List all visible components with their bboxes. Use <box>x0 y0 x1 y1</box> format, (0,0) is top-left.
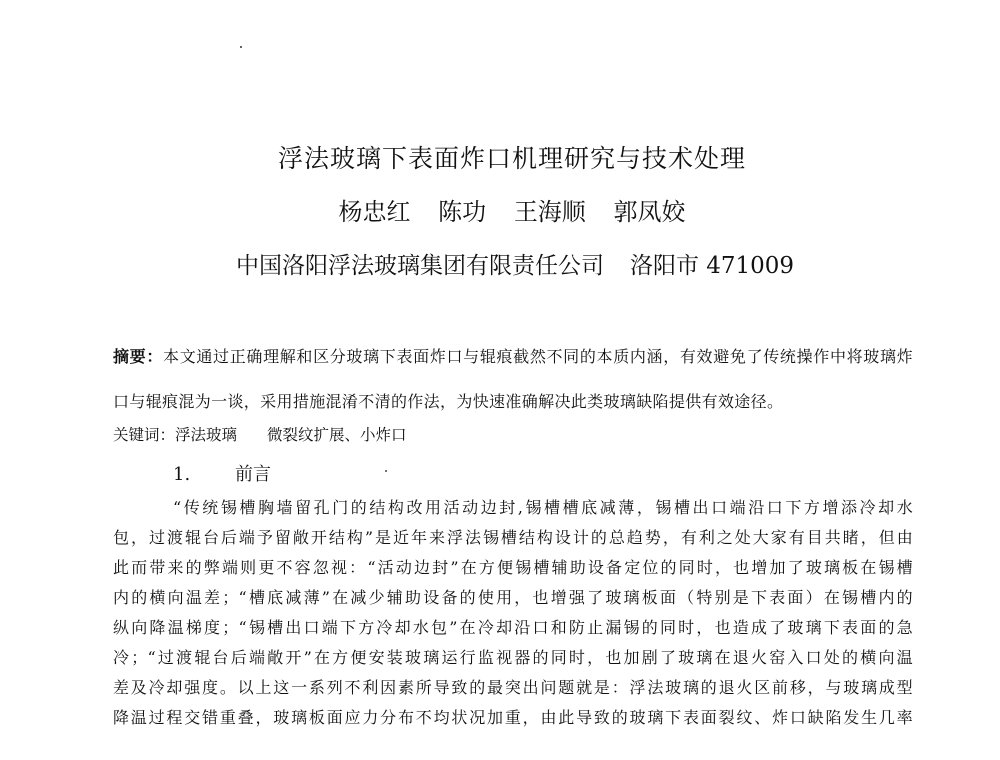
body-line: 此而带来的弊端则更不容忽视：“活动边封”在方便锡槽辅助设备定位的同时，也增加了玻璃板在锡槽 <box>113 558 913 577</box>
body-line: “传统锡槽胸墙留孔门的结构改用活动边封,锡槽槽底减薄，锡槽出口端沿口下方增添冷却水 <box>173 498 913 517</box>
author-name: 陈功 <box>438 198 487 226</box>
paper-title: 浮法玻璃下表面炸口机理研究与技术处理 <box>277 144 746 173</box>
section-number: 1. <box>173 464 191 485</box>
abstract-text: 本文通过正确理解和区分玻璃下表面炸口与辊痕截然不同的本质内涵，有效避免了传统操作中将玻璃炸口与辊痕混为一谈，采用措施混淆不清的作法，为快速准确解决此类玻璃缺陷提供有效途径。 <box>113 347 913 411</box>
section-heading <box>173 460 271 486</box>
keywords <box>113 423 407 445</box>
abstract <box>113 334 913 424</box>
author-list <box>0 192 1000 227</box>
scan-speck <box>385 470 387 472</box>
body-line: 降温过程交错重叠，玻璃板面应力分布不均状况加重，由此导致的玻璃下表面裂纹、炸口缺陷发生几率 <box>113 708 913 727</box>
body-line: 差及冷却强度。以上这一系列不利因素所导致的最突出问题就是：浮法玻璃的退火区前移，与玻璃成型 <box>113 678 913 697</box>
body-line: 内的横向温差；“槽底减薄”在减少辅助设备的使用，也增强了玻璃板面（特别是下表面）在锡槽内的 <box>113 588 913 607</box>
body-line: 纵向降温梯度；“锡槽出口端下方冷却水包”在冷却沿口和防止漏锡的同时，也造成了玻璃下表面的急 <box>113 618 913 637</box>
keyword-item: 浮法玻璃 <box>175 426 238 444</box>
author-name: 郭凤姣 <box>613 198 686 226</box>
scan-speck <box>240 46 242 48</box>
keywords-label: 关键词： <box>113 426 176 444</box>
author-name: 王海顺 <box>513 198 586 226</box>
author-name: 杨忠红 <box>338 198 411 226</box>
keyword-item: 微裂纹扩展、小炸口 <box>267 426 407 444</box>
body-text <box>113 493 913 733</box>
affiliation <box>0 247 1000 280</box>
body-line: 包，过渡辊台后端予留敞开结构”是近年来浮法锡槽结构设计的总趋势，有利之处大家有目共睹，但由 <box>113 528 913 547</box>
affiliation-city-zip: 洛阳市 471009 <box>629 253 795 279</box>
body-line: 冷；“过渡辊台后端敞开”在方便安装玻璃运行监视器的同时，也加剧了玻璃在退火窑入口处的横向温 <box>113 648 913 667</box>
affiliation-org: 中国洛阳浮法玻璃集团有限责任公司 <box>235 253 604 279</box>
abstract-label: 摘要： <box>113 347 164 366</box>
section-title: 前言 <box>235 464 271 485</box>
